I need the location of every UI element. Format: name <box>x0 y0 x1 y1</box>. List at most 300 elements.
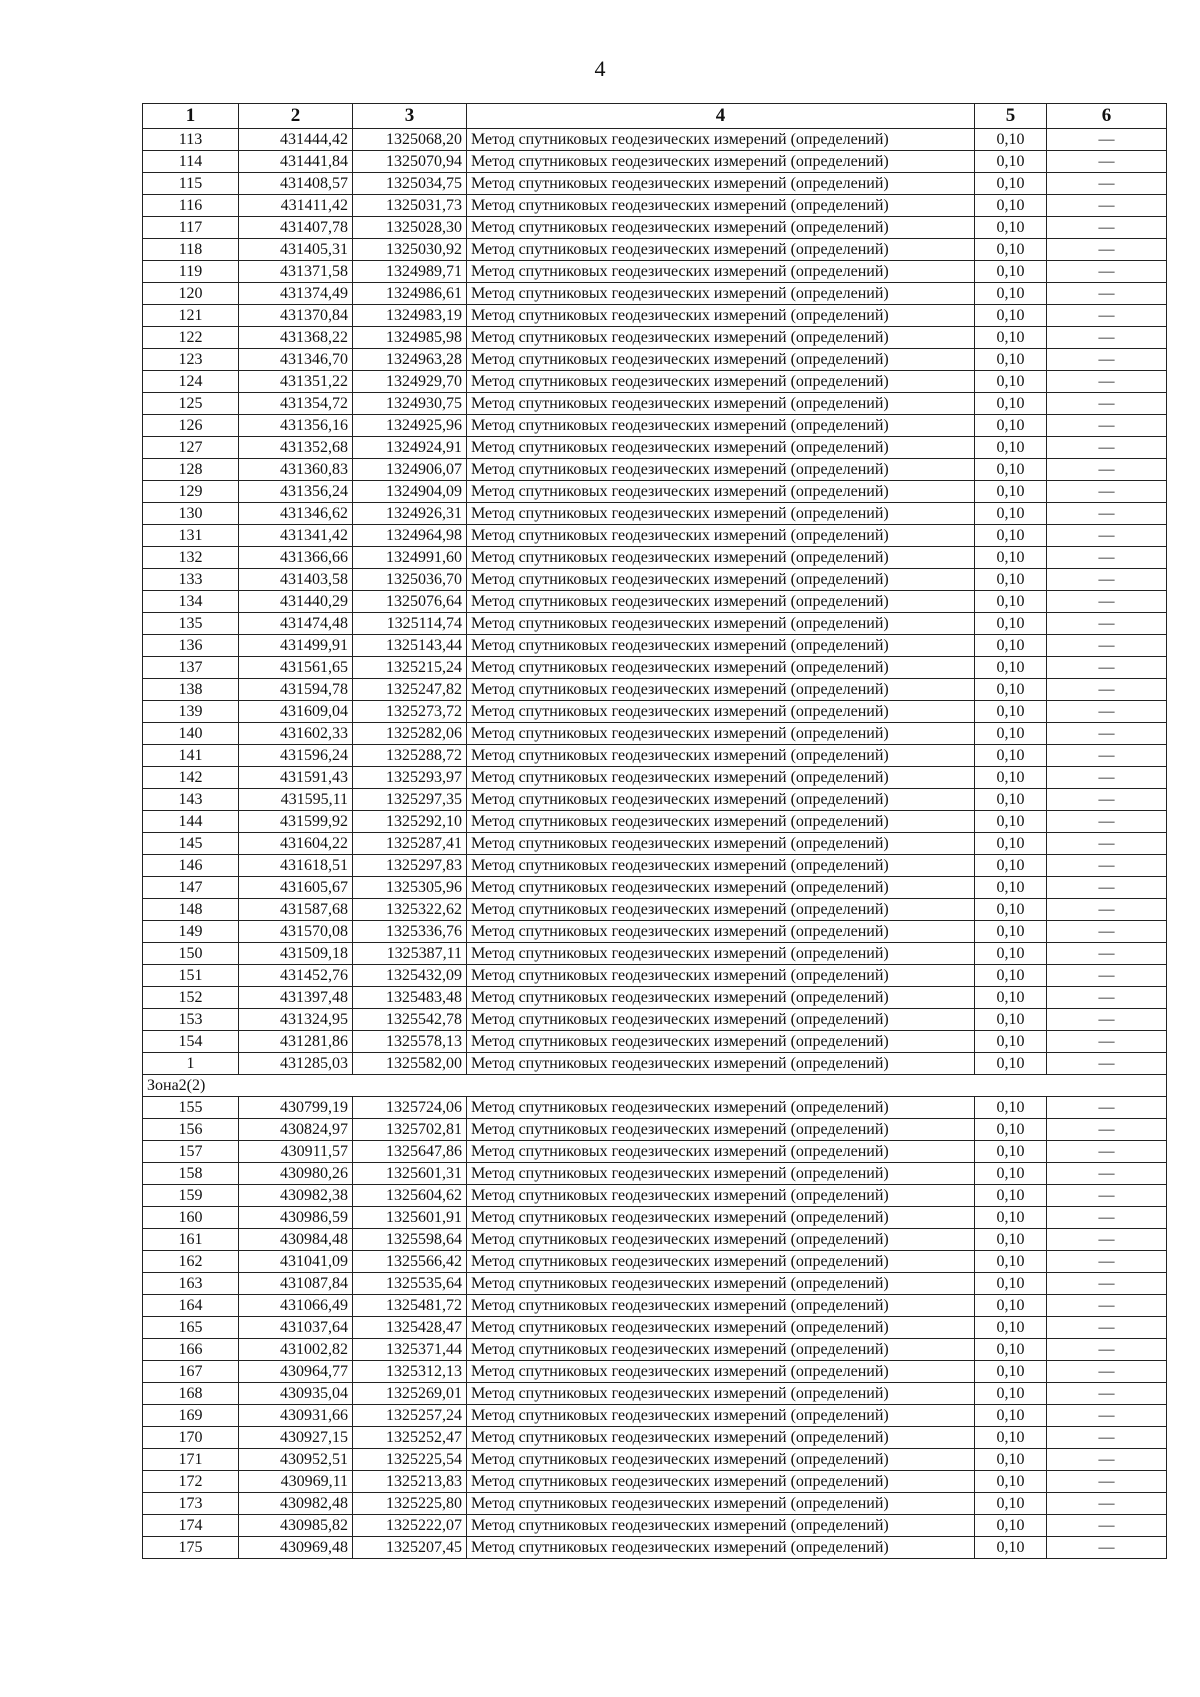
x-coordinate-cell: 431346,62 <box>239 503 353 525</box>
accuracy-cell: 0,10 <box>975 1251 1047 1273</box>
point-number-cell: 156 <box>143 1119 239 1141</box>
table-row <box>143 1427 1167 1449</box>
note-cell: — <box>1047 1295 1167 1317</box>
method-cell: Метод спутниковых геодезических измерений (определений) <box>467 965 975 987</box>
accuracy-cell: 0,10 <box>975 371 1047 393</box>
table-row <box>143 1537 1167 1559</box>
method-cell: Метод спутниковых геодезических измерений (определений) <box>467 1317 975 1339</box>
point-number-cell: 154 <box>143 1031 239 1053</box>
x-coordinate-cell: 431281,86 <box>239 1031 353 1053</box>
accuracy-cell: 0,10 <box>975 965 1047 987</box>
accuracy-cell: 0,10 <box>975 1493 1047 1515</box>
accuracy-cell: 0,10 <box>975 1405 1047 1427</box>
note-cell: — <box>1047 1471 1167 1493</box>
note-cell: — <box>1047 305 1167 327</box>
x-coordinate-cell: 430911,57 <box>239 1141 353 1163</box>
x-coordinate-cell: 431609,04 <box>239 701 353 723</box>
point-number-cell: 173 <box>143 1493 239 1515</box>
accuracy-cell: 0,10 <box>975 503 1047 525</box>
accuracy-cell: 0,10 <box>975 1207 1047 1229</box>
method-cell: Метод спутниковых геодезических измерений (определений) <box>467 1449 975 1471</box>
table-row <box>143 503 1167 525</box>
table-row <box>143 767 1167 789</box>
note-cell: — <box>1047 613 1167 635</box>
y-coordinate-cell: 1324926,31 <box>353 503 467 525</box>
table-row <box>143 657 1167 679</box>
y-coordinate-cell: 1325287,41 <box>353 833 467 855</box>
column-header: 3 <box>353 104 467 129</box>
y-coordinate-cell: 1325034,75 <box>353 173 467 195</box>
method-cell: Метод спутниковых геодезических измерений (определений) <box>467 987 975 1009</box>
method-cell: Метод спутниковых геодезических измерений (определений) <box>467 437 975 459</box>
note-cell: — <box>1047 723 1167 745</box>
method-cell: Метод спутниковых геодезических измерений (определений) <box>467 789 975 811</box>
table-row <box>143 1339 1167 1361</box>
method-cell: Метод спутниковых геодезических измерений (определений) <box>467 1097 975 1119</box>
accuracy-cell: 0,10 <box>975 1295 1047 1317</box>
y-coordinate-cell: 1325036,70 <box>353 569 467 591</box>
y-coordinate-cell: 1325292,10 <box>353 811 467 833</box>
note-cell: — <box>1047 943 1167 965</box>
note-cell: — <box>1047 767 1167 789</box>
note-cell: — <box>1047 371 1167 393</box>
note-cell: — <box>1047 1009 1167 1031</box>
note-cell: — <box>1047 1031 1167 1053</box>
y-coordinate-cell: 1325312,13 <box>353 1361 467 1383</box>
x-coordinate-cell: 431591,43 <box>239 767 353 789</box>
accuracy-cell: 0,10 <box>975 305 1047 327</box>
accuracy-cell: 0,10 <box>975 415 1047 437</box>
accuracy-cell: 0,10 <box>975 833 1047 855</box>
method-cell: Метод спутниковых геодезических измерений (определений) <box>467 1493 975 1515</box>
method-cell: Метод спутниковых геодезических измерений (определений) <box>467 1185 975 1207</box>
table-row <box>143 1383 1167 1405</box>
table-row <box>143 1141 1167 1163</box>
x-coordinate-cell: 430935,04 <box>239 1383 353 1405</box>
note-cell: — <box>1047 1251 1167 1273</box>
point-number-cell: 142 <box>143 767 239 789</box>
method-cell: Метод спутниковых геодезических измерений (определений) <box>467 1405 975 1427</box>
note-cell: — <box>1047 1317 1167 1339</box>
x-coordinate-cell: 430982,38 <box>239 1185 353 1207</box>
point-number-cell: 165 <box>143 1317 239 1339</box>
accuracy-cell: 0,10 <box>975 1317 1047 1339</box>
note-cell: — <box>1047 1273 1167 1295</box>
accuracy-cell: 0,10 <box>975 767 1047 789</box>
point-number-cell: 134 <box>143 591 239 613</box>
table-row <box>143 679 1167 701</box>
coordinates-table <box>142 103 1167 1559</box>
table-row <box>143 613 1167 635</box>
note-cell: — <box>1047 1163 1167 1185</box>
y-coordinate-cell: 1325702,81 <box>353 1119 467 1141</box>
table-row <box>143 525 1167 547</box>
y-coordinate-cell: 1325288,72 <box>353 745 467 767</box>
y-coordinate-cell: 1325305,96 <box>353 877 467 899</box>
point-number-cell: 153 <box>143 1009 239 1031</box>
x-coordinate-cell: 431368,22 <box>239 327 353 349</box>
x-coordinate-cell: 430980,26 <box>239 1163 353 1185</box>
note-cell: — <box>1047 987 1167 1009</box>
accuracy-cell: 0,10 <box>975 635 1047 657</box>
point-number-cell: 158 <box>143 1163 239 1185</box>
y-coordinate-cell: 1325257,24 <box>353 1405 467 1427</box>
x-coordinate-cell: 431354,72 <box>239 393 353 415</box>
table-row <box>143 547 1167 569</box>
table-row <box>143 921 1167 943</box>
accuracy-cell: 0,10 <box>975 613 1047 635</box>
note-cell: — <box>1047 151 1167 173</box>
table-row <box>143 1317 1167 1339</box>
table-row <box>143 1185 1167 1207</box>
point-number-cell: 166 <box>143 1339 239 1361</box>
method-cell: Метод спутниковых геодезических измерений (определений) <box>467 877 975 899</box>
method-cell: Метод спутниковых геодезических измерений (определений) <box>467 591 975 613</box>
point-number-cell: 113 <box>143 129 239 151</box>
table-row <box>143 459 1167 481</box>
point-number-cell: 119 <box>143 261 239 283</box>
point-number-cell: 124 <box>143 371 239 393</box>
note-cell: — <box>1047 261 1167 283</box>
x-coordinate-cell: 431002,82 <box>239 1339 353 1361</box>
method-cell: Метод спутниковых геодезических измерений (определений) <box>467 1339 975 1361</box>
note-cell: — <box>1047 525 1167 547</box>
point-number-cell: 170 <box>143 1427 239 1449</box>
note-cell: — <box>1047 481 1167 503</box>
y-coordinate-cell: 1325604,62 <box>353 1185 467 1207</box>
table-row <box>143 217 1167 239</box>
method-cell: Метод спутниковых геодезических измерений (определений) <box>467 1053 975 1075</box>
method-cell: Метод спутниковых геодезических измерений (определений) <box>467 1295 975 1317</box>
point-number-cell: 169 <box>143 1405 239 1427</box>
y-coordinate-cell: 1325481,72 <box>353 1295 467 1317</box>
accuracy-cell: 0,10 <box>975 1185 1047 1207</box>
method-cell: Метод спутниковых геодезических измерений (определений) <box>467 723 975 745</box>
accuracy-cell: 0,10 <box>975 591 1047 613</box>
point-number-cell: 144 <box>143 811 239 833</box>
note-cell: — <box>1047 833 1167 855</box>
note-cell: — <box>1047 283 1167 305</box>
note-cell: — <box>1047 239 1167 261</box>
table-row <box>143 1031 1167 1053</box>
method-cell: Метод спутниковых геодезических измерений (определений) <box>467 261 975 283</box>
column-header: 5 <box>975 104 1047 129</box>
x-coordinate-cell: 431352,68 <box>239 437 353 459</box>
y-coordinate-cell: 1324925,96 <box>353 415 467 437</box>
y-coordinate-cell: 1325028,30 <box>353 217 467 239</box>
x-coordinate-cell: 431595,11 <box>239 789 353 811</box>
table-row <box>143 195 1167 217</box>
table-row <box>143 239 1167 261</box>
table-row <box>143 1273 1167 1295</box>
note-cell: — <box>1047 679 1167 701</box>
point-number-cell: 120 <box>143 283 239 305</box>
method-cell: Метод спутниковых геодезических измерений (определений) <box>467 547 975 569</box>
note-cell: — <box>1047 415 1167 437</box>
table-row <box>143 1493 1167 1515</box>
note-cell: — <box>1047 349 1167 371</box>
table-row <box>143 1229 1167 1251</box>
table-row <box>143 965 1167 987</box>
note-cell: — <box>1047 1053 1167 1075</box>
x-coordinate-cell: 431087,84 <box>239 1273 353 1295</box>
point-number-cell: 138 <box>143 679 239 701</box>
table-row <box>143 1515 1167 1537</box>
x-coordinate-cell: 431407,78 <box>239 217 353 239</box>
page-number: 4 <box>594 56 606 81</box>
note-cell: — <box>1047 195 1167 217</box>
accuracy-cell: 0,10 <box>975 723 1047 745</box>
zone-row <box>143 1075 1167 1097</box>
method-cell: Метод спутниковых геодезических измерений (определений) <box>467 371 975 393</box>
x-coordinate-cell: 431587,68 <box>239 899 353 921</box>
note-cell: — <box>1047 1207 1167 1229</box>
y-coordinate-cell: 1325030,92 <box>353 239 467 261</box>
x-coordinate-cell: 430824,97 <box>239 1119 353 1141</box>
accuracy-cell: 0,10 <box>975 525 1047 547</box>
accuracy-cell: 0,10 <box>975 1163 1047 1185</box>
note-cell: — <box>1047 1097 1167 1119</box>
accuracy-cell: 0,10 <box>975 855 1047 877</box>
accuracy-cell: 0,10 <box>975 1383 1047 1405</box>
accuracy-cell: 0,10 <box>975 459 1047 481</box>
table-row <box>143 833 1167 855</box>
point-number-cell: 163 <box>143 1273 239 1295</box>
method-cell: Метод спутниковых геодезических измерений (определений) <box>467 327 975 349</box>
method-cell: Метод спутниковых геодезических измерений (определений) <box>467 481 975 503</box>
note-cell: — <box>1047 965 1167 987</box>
accuracy-cell: 0,10 <box>975 173 1047 195</box>
accuracy-cell: 0,10 <box>975 745 1047 767</box>
x-coordinate-cell: 431285,03 <box>239 1053 353 1075</box>
x-coordinate-cell: 430982,48 <box>239 1493 353 1515</box>
table-row <box>143 349 1167 371</box>
y-coordinate-cell: 1325297,35 <box>353 789 467 811</box>
accuracy-cell: 0,10 <box>975 943 1047 965</box>
table-row <box>143 151 1167 173</box>
accuracy-cell: 0,10 <box>975 195 1047 217</box>
accuracy-cell: 0,10 <box>975 349 1047 371</box>
table-header-row <box>143 104 1167 129</box>
table-row <box>143 591 1167 613</box>
method-cell: Метод спутниковых геодезических измерений (определений) <box>467 657 975 679</box>
note-cell: — <box>1047 811 1167 833</box>
table-row <box>143 1097 1167 1119</box>
note-cell: — <box>1047 855 1167 877</box>
method-cell: Метод спутниковых геодезических измерений (определений) <box>467 1251 975 1273</box>
method-cell: Метод спутниковых геодезических измерений (определений) <box>467 415 975 437</box>
table-row <box>143 635 1167 657</box>
method-cell: Метод спутниковых геодезических измерений (определений) <box>467 1119 975 1141</box>
note-cell: — <box>1047 635 1167 657</box>
point-number-cell: 157 <box>143 1141 239 1163</box>
x-coordinate-cell: 431452,76 <box>239 965 353 987</box>
y-coordinate-cell: 1325031,73 <box>353 195 467 217</box>
method-cell: Метод спутниковых геодезических измерений (определений) <box>467 1207 975 1229</box>
point-number-cell: 145 <box>143 833 239 855</box>
x-coordinate-cell: 431596,24 <box>239 745 353 767</box>
y-coordinate-cell: 1324904,09 <box>353 481 467 503</box>
note-cell: — <box>1047 1405 1167 1427</box>
note-cell: — <box>1047 1537 1167 1559</box>
method-cell: Метод спутниковых геодезических измерений (определений) <box>467 217 975 239</box>
accuracy-cell: 0,10 <box>975 877 1047 899</box>
x-coordinate-cell: 431371,58 <box>239 261 353 283</box>
y-coordinate-cell: 1325293,97 <box>353 767 467 789</box>
accuracy-cell: 0,10 <box>975 789 1047 811</box>
accuracy-cell: 0,10 <box>975 569 1047 591</box>
x-coordinate-cell: 431037,64 <box>239 1317 353 1339</box>
method-cell: Метод спутниковых геодезических измерений (определений) <box>467 899 975 921</box>
x-coordinate-cell: 431618,51 <box>239 855 353 877</box>
method-cell: Метод спутниковых геодезических измерений (определений) <box>467 943 975 965</box>
y-coordinate-cell: 1325582,00 <box>353 1053 467 1075</box>
note-cell: — <box>1047 921 1167 943</box>
method-cell: Метод спутниковых геодезических измерений (определений) <box>467 1537 975 1559</box>
point-number-cell: 118 <box>143 239 239 261</box>
accuracy-cell: 0,10 <box>975 1471 1047 1493</box>
x-coordinate-cell: 430985,82 <box>239 1515 353 1537</box>
y-coordinate-cell: 1325601,91 <box>353 1207 467 1229</box>
x-coordinate-cell: 431408,57 <box>239 173 353 195</box>
x-coordinate-cell: 431509,18 <box>239 943 353 965</box>
accuracy-cell: 0,10 <box>975 1537 1047 1559</box>
note-cell: — <box>1047 591 1167 613</box>
x-coordinate-cell: 431351,22 <box>239 371 353 393</box>
note-cell: — <box>1047 1185 1167 1207</box>
note-cell: — <box>1047 899 1167 921</box>
x-coordinate-cell: 430969,11 <box>239 1471 353 1493</box>
table-row <box>143 899 1167 921</box>
point-number-cell: 125 <box>143 393 239 415</box>
x-coordinate-cell: 431561,65 <box>239 657 353 679</box>
method-cell: Метод спутниковых геодезических измерений (определений) <box>467 349 975 371</box>
y-coordinate-cell: 1324924,91 <box>353 437 467 459</box>
point-number-cell: 135 <box>143 613 239 635</box>
note-cell: — <box>1047 547 1167 569</box>
y-coordinate-cell: 1325598,64 <box>353 1229 467 1251</box>
x-coordinate-cell: 431605,67 <box>239 877 353 899</box>
x-coordinate-cell: 431405,31 <box>239 239 353 261</box>
point-number-cell: 126 <box>143 415 239 437</box>
x-coordinate-cell: 430952,51 <box>239 1449 353 1471</box>
note-cell: — <box>1047 1449 1167 1471</box>
x-coordinate-cell: 430927,15 <box>239 1427 353 1449</box>
method-cell: Метод спутниковых геодезических измерений (определений) <box>467 1273 975 1295</box>
y-coordinate-cell: 1325207,45 <box>353 1537 467 1559</box>
method-cell: Метод спутниковых геодезических измерений (определений) <box>467 1163 975 1185</box>
x-coordinate-cell: 431356,24 <box>239 481 353 503</box>
x-coordinate-cell: 431441,84 <box>239 151 353 173</box>
accuracy-cell: 0,10 <box>975 239 1047 261</box>
point-number-cell: 136 <box>143 635 239 657</box>
column-header: 6 <box>1047 104 1167 129</box>
table-row <box>143 1207 1167 1229</box>
y-coordinate-cell: 1325282,06 <box>353 723 467 745</box>
point-number-cell: 116 <box>143 195 239 217</box>
y-coordinate-cell: 1324929,70 <box>353 371 467 393</box>
table-row <box>143 877 1167 899</box>
method-cell: Метод спутниковых геодезических измерений (определений) <box>467 1471 975 1493</box>
y-coordinate-cell: 1324930,75 <box>353 393 467 415</box>
y-coordinate-cell: 1325297,83 <box>353 855 467 877</box>
point-number-cell: 149 <box>143 921 239 943</box>
y-coordinate-cell: 1325225,80 <box>353 1493 467 1515</box>
y-coordinate-cell: 1325322,62 <box>353 899 467 921</box>
note-cell: — <box>1047 877 1167 899</box>
table-body <box>143 129 1167 1559</box>
y-coordinate-cell: 1325647,86 <box>353 1141 467 1163</box>
y-coordinate-cell: 1325225,54 <box>353 1449 467 1471</box>
method-cell: Метод спутниковых геодезических измерений (определений) <box>467 679 975 701</box>
x-coordinate-cell: 431374,49 <box>239 283 353 305</box>
note-cell: — <box>1047 129 1167 151</box>
y-coordinate-cell: 1325215,24 <box>353 657 467 679</box>
y-coordinate-cell: 1325371,44 <box>353 1339 467 1361</box>
method-cell: Метод спутниковых геодезических измерений (определений) <box>467 525 975 547</box>
method-cell: Метод спутниковых геодезических измерений (определений) <box>467 283 975 305</box>
point-number-cell: 127 <box>143 437 239 459</box>
point-number-cell: 151 <box>143 965 239 987</box>
x-coordinate-cell: 431499,91 <box>239 635 353 657</box>
column-header: 2 <box>239 104 353 129</box>
method-cell: Метод спутниковых геодезических измерений (определений) <box>467 1427 975 1449</box>
y-coordinate-cell: 1325387,11 <box>353 943 467 965</box>
method-cell: Метод спутниковых геодезических измерений (определений) <box>467 701 975 723</box>
x-coordinate-cell: 431397,48 <box>239 987 353 1009</box>
method-cell: Метод спутниковых геодезических измерений (определений) <box>467 1009 975 1031</box>
table-row <box>143 415 1167 437</box>
note-cell: — <box>1047 1229 1167 1251</box>
accuracy-cell: 0,10 <box>975 657 1047 679</box>
x-coordinate-cell: 430969,48 <box>239 1537 353 1559</box>
y-coordinate-cell: 1324963,28 <box>353 349 467 371</box>
accuracy-cell: 0,10 <box>975 151 1047 173</box>
note-cell: — <box>1047 1339 1167 1361</box>
accuracy-cell: 0,10 <box>975 701 1047 723</box>
accuracy-cell: 0,10 <box>975 1273 1047 1295</box>
note-cell: — <box>1047 657 1167 679</box>
note-cell: — <box>1047 1383 1167 1405</box>
y-coordinate-cell: 1324986,61 <box>353 283 467 305</box>
x-coordinate-cell: 431403,58 <box>239 569 353 591</box>
accuracy-cell: 0,10 <box>975 921 1047 943</box>
table-row <box>143 393 1167 415</box>
x-coordinate-cell: 430799,19 <box>239 1097 353 1119</box>
table-row <box>143 569 1167 591</box>
accuracy-cell: 0,10 <box>975 327 1047 349</box>
point-number-cell: 131 <box>143 525 239 547</box>
table-row <box>143 1471 1167 1493</box>
y-coordinate-cell: 1325269,01 <box>353 1383 467 1405</box>
method-cell: Метод спутниковых геодезических измерений (определений) <box>467 855 975 877</box>
method-cell: Метод спутниковых геодезических измерений (определений) <box>467 767 975 789</box>
table-row <box>143 1449 1167 1471</box>
note-cell: — <box>1047 569 1167 591</box>
method-cell: Метод спутниковых геодезических измерений (определений) <box>467 569 975 591</box>
point-number-cell: 161 <box>143 1229 239 1251</box>
table-row <box>143 745 1167 767</box>
note-cell: — <box>1047 393 1167 415</box>
point-number-cell: 160 <box>143 1207 239 1229</box>
method-cell: Метод спутниковых геодезических измерений (определений) <box>467 1229 975 1251</box>
y-coordinate-cell: 1325247,82 <box>353 679 467 701</box>
point-number-cell: 129 <box>143 481 239 503</box>
point-number-cell: 172 <box>143 1471 239 1493</box>
note-cell: — <box>1047 173 1167 195</box>
x-coordinate-cell: 430984,48 <box>239 1229 353 1251</box>
y-coordinate-cell: 1325432,09 <box>353 965 467 987</box>
